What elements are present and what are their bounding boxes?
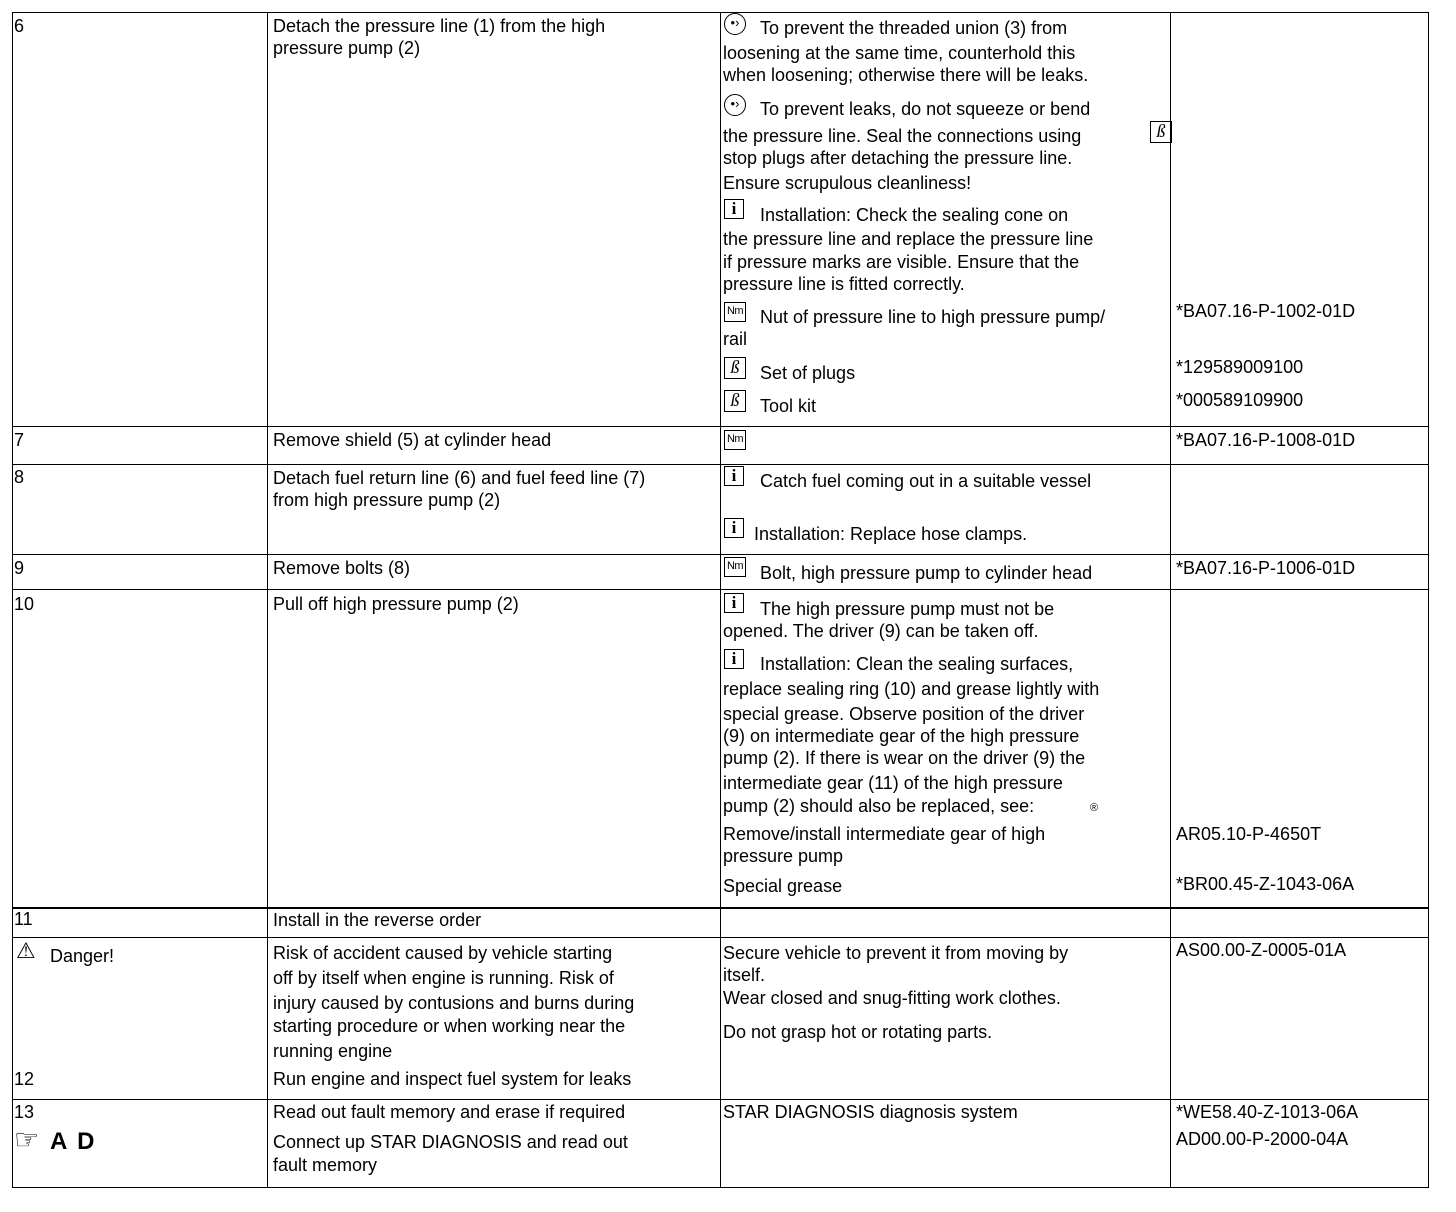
step-number: 12	[14, 1069, 35, 1089]
special-tool-icon: ß	[724, 390, 746, 412]
reference-code: *BA07.16-P-1006-01D	[1176, 558, 1356, 578]
reference-link-icon[interactable]: ®	[1090, 802, 1099, 814]
caution-icon: •›	[724, 94, 746, 116]
torque-icon: Nm	[724, 430, 746, 450]
action-text: pressure pump (2)	[273, 38, 421, 58]
caution-icon: •›	[724, 13, 746, 35]
note-text: the pressure line. Seal the connections using	[723, 126, 1082, 146]
note-text: STAR DIAGNOSIS diagnosis system	[723, 1102, 1018, 1122]
action-text: starting procedure or when working near the	[273, 1016, 626, 1036]
step-number: 7	[14, 430, 25, 450]
action-text: Detach the pressure line (1) from the high	[273, 16, 606, 36]
special-tool-icon: ß	[724, 357, 746, 379]
action-text: fault memory	[273, 1155, 378, 1175]
action-text: Detach fuel return line (6) and fuel feed line (7)	[273, 468, 646, 488]
info-icon: i	[724, 593, 744, 613]
step-number: 13	[14, 1102, 35, 1122]
reference-code: *129589009100	[1176, 357, 1304, 377]
ad-label: A D	[50, 1128, 97, 1155]
note-text: replace sealing ring (10) and grease lightly with	[723, 679, 1100, 699]
note-text: stop plugs after detaching the pressure line.	[723, 148, 1073, 168]
reference-code: AR05.10-P-4650T	[1176, 824, 1322, 844]
info-icon: i	[724, 466, 744, 486]
step-number: 8	[14, 467, 25, 487]
reference-code: AD00.00-P-2000-04A	[1176, 1129, 1349, 1149]
action-text: Install in the reverse order	[273, 910, 482, 930]
note-text: opened. The driver (9) can be taken off.	[723, 621, 1039, 641]
note-text: if pressure marks are visible. Ensure that the	[723, 252, 1080, 272]
info-icon: i	[724, 199, 744, 219]
note-text: Installation: Check the sealing cone on	[760, 205, 1069, 225]
note-text: Installation: Clean the sealing surfaces,	[760, 654, 1074, 674]
note-text: Secure vehicle to prevent it from moving by	[723, 943, 1069, 963]
note-text: intermediate gear (11) of the high pressure	[723, 773, 1063, 793]
step-number: 9	[14, 558, 25, 578]
note-text: Catch fuel coming out in a suitable vessel	[760, 471, 1092, 491]
action-text: injury caused by contusions and burns during	[273, 993, 635, 1013]
special-tool-icon: ß	[1150, 121, 1172, 143]
warning-icon: ⚠	[16, 938, 36, 963]
hand-pointer-icon: ☞	[14, 1124, 40, 1155]
action-text: Read out fault memory and erase if required	[273, 1102, 626, 1122]
step-number: 6	[14, 16, 25, 36]
note-text: Special grease	[723, 876, 843, 896]
torque-icon: Nm	[724, 302, 746, 322]
note-text: (9) on intermediate gear of the high pressure	[723, 726, 1080, 746]
note-text: Bolt, high pressure pump to cylinder head	[760, 563, 1093, 583]
torque-icon: Nm	[724, 557, 746, 577]
action-text: off by itself when engine is running. Risk of	[273, 968, 614, 988]
note-text: Nut of pressure line to high pressure pump/	[760, 307, 1106, 327]
note-text: itself.	[723, 965, 766, 985]
step-number: 10	[14, 594, 35, 614]
step-number: 11	[14, 909, 33, 929]
action-text: Connect up STAR DIAGNOSIS and read out	[273, 1132, 628, 1152]
note-text: Wear closed and snug-fitting work clothes.	[723, 988, 1061, 1008]
note-text: Remove/install intermediate gear of high	[723, 824, 1046, 844]
note-text: Set of plugs	[760, 363, 856, 383]
note-text: rail	[723, 329, 748, 349]
note-text: pressure pump	[723, 846, 844, 866]
note-text: pressure line is fitted correctly.	[723, 274, 965, 294]
action-text: running engine	[273, 1041, 393, 1061]
action-text: Risk of accident caused by vehicle starting	[273, 943, 613, 963]
reference-code: AS00.00-Z-0005-01A	[1176, 940, 1347, 960]
action-text: Pull off high pressure pump (2)	[273, 594, 519, 614]
note-text: loosening at the same time, counterhold this	[723, 43, 1076, 63]
note-text: pump (2) should also be replaced, see:	[723, 796, 1035, 816]
note-text: when loosening; otherwise there will be leaks.	[723, 65, 1089, 85]
info-icon: i	[724, 649, 744, 669]
reference-code: *000589109900	[1176, 390, 1304, 410]
reference-code: *BR00.45-Z-1043-06A	[1176, 874, 1355, 894]
reference-code: *WE58.40-Z-1013-06A	[1176, 1102, 1359, 1122]
note-text: The high pressure pump must not be	[760, 599, 1055, 619]
action-text: Run engine and inspect fuel system for leaks	[273, 1069, 632, 1089]
danger-label: Danger!	[50, 946, 115, 966]
action-text: Remove shield (5) at cylinder head	[273, 430, 552, 450]
note-text: Ensure scrupulous cleanliness!	[723, 173, 972, 193]
note-text: Do not grasp hot or rotating parts.	[723, 1022, 993, 1042]
note-text: Tool kit	[760, 396, 817, 416]
note-text: Installation: Replace hose clamps.	[754, 524, 1028, 544]
note-text: the pressure line and replace the pressure line	[723, 229, 1094, 249]
action-text: Remove bolts (8)	[273, 558, 411, 578]
reference-code: *BA07.16-P-1002-01D	[1176, 301, 1356, 321]
note-text: To prevent leaks, do not squeeze or bend	[760, 99, 1091, 119]
note-text: To prevent the threaded union (3) from	[760, 18, 1068, 38]
note-text: special grease. Observe position of the driver	[723, 704, 1085, 724]
reference-code: *BA07.16-P-1008-01D	[1176, 430, 1356, 450]
note-text: pump (2). If there is wear on the driver (9) the	[723, 748, 1086, 768]
info-icon: i	[724, 518, 744, 538]
action-text: from high pressure pump (2)	[273, 490, 501, 510]
